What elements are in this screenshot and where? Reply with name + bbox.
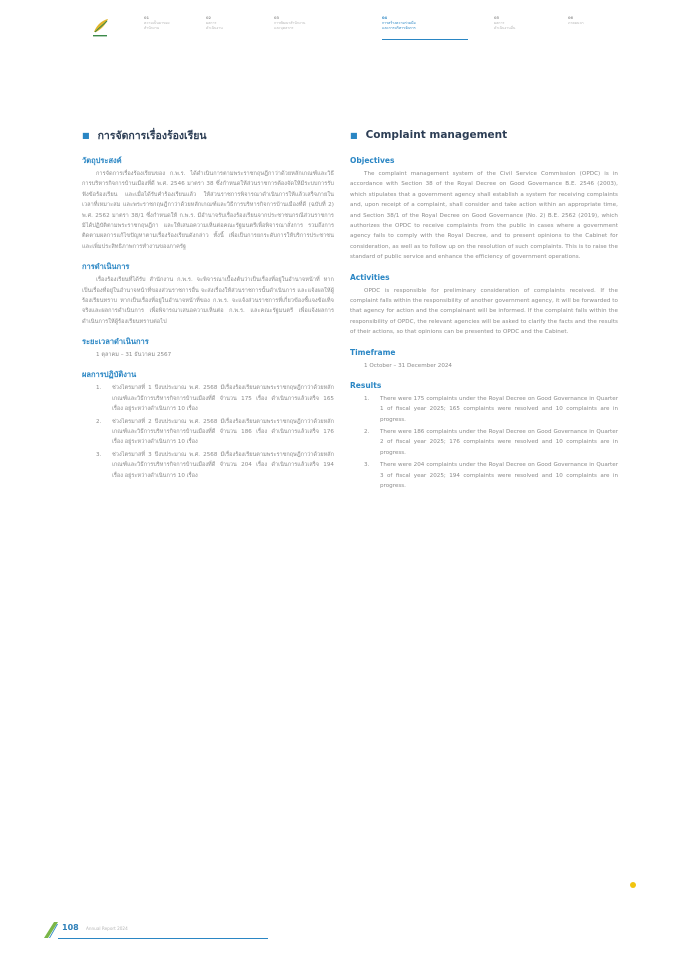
list-number: 2. [96, 418, 102, 425]
list-number: 3. [96, 451, 102, 458]
list-item-text: There were 175 complaints under the Royal Decree on Good Governance in Quarter 1 of fiscal year 2025; 165 complaints were resolved and 10 complaints are in progress. [380, 395, 618, 423]
decorative-dot-icon [630, 882, 636, 888]
list-item [364, 427, 618, 458]
top-navigation [88, 16, 648, 46]
nav-item-1[interactable] [144, 16, 170, 31]
english-column [350, 128, 618, 499]
nav-number: 06 [568, 16, 574, 20]
list-number: 2. [364, 428, 370, 435]
nav-label: ภาคผนวก [568, 21, 584, 25]
page-number: 108 [62, 923, 79, 932]
subheading: Timeframe [350, 347, 396, 357]
paragraph: การจัดการเรื่องร้องเรียนของ ก.พ.ร. ได้ดำเนินการตามพระราชกฤษฎีกาว่าด้วยหลักเกณฑ์และวิธีการบริหารกิจการบ้านเมืองที่ดี พ.ศ. 2546 มาตรา 38 ซึ่งกำหนดให้ส่วนราชการต้องจัดให้มีระบบการรับฟังข้อร้องเรียน และเมื่อได้รับคำร้องเรียนแล้ว ให้ส่วนราชการพิจารณาดำเนินการให้แล้วเสร็จภายในเวลาที่เหมาะสม และพระราชกฤษฎีกาว่าด้วยหลักเกณฑ์และวิธีการบริหารกิจการบ้านเมืองที่ดี (ฉบับที่ 2) พ.ศ. 2562 มาตรา 38/1 ซึ่งกำหนดให้ ก.พ.ร. มีอำนาจรับเรื่องร้องเรียนจากประชาชนกรณีส่วนราชการมิได้ปฏิบัติตามพระราชกฤษฎีกา และให้เสนอความเห็นต่อคณะรัฐมนตรีเพื่อพิจารณาสั่งการ รวมถึงการติดตามผลการแก้ไขปัญหาตามเรื่องร้องเรียนดังกล่าว ทั้งนี้ เพื่อเป็นการยกระดับการให้บริการประชาชนและเพิ่มประสิทธิภาพการทำงานของภาครัฐ [82, 171, 334, 250]
nav-item-6[interactable] [568, 16, 584, 26]
nav-number: 05 [494, 16, 500, 20]
nav-item-5[interactable] [494, 16, 515, 31]
list-item-text: ช่วงไตรมาสที่ 2 ปีงบประมาณ พ.ศ. 2568 มีเรื่องร้องเรียนตามพระราชกฤษฎีกาว่าด้วยหลักเกณฑ์และวิธีการบริหารกิจการบ้านเมืองที่ดี จำนวน 186 เรื่อง ดำเนินการแล้วเสร็จ 176 เรื่อง อยู่ระหว่างดำเนินการ 10 เรื่อง [112, 418, 334, 446]
nav-label: ผลการ [206, 21, 217, 25]
list-item [96, 450, 334, 481]
nav-number: 02 [206, 16, 212, 20]
subheading: Objectives [350, 156, 395, 165]
subheading: ระยะเวลาดำเนินการ [82, 337, 149, 347]
nav-item-4-active[interactable] [382, 16, 416, 31]
nav-number: 03 [274, 16, 280, 20]
paragraph: OPDC is responsible for preliminary consideration of complaints received. If the complaint falls within the responsibility of another government agency, it will be forwarded to that agency for action and the complainant will be informed. If the complaint falls within the responsibility of OPDC, the relevant agencies will be asked to clarify the facts and the results of their actions, so that opinions can be presented to OPDC and the Cabinet. [350, 287, 618, 336]
subheading: การดำเนินการ [82, 262, 130, 272]
section-title-text: Complaint management [365, 129, 508, 141]
timeframe-text: 1 ตุลาคม – 31 ธันวาคม 2567 [96, 352, 172, 359]
paragraph: The complaint management system of the Civil Service Commission (OPDC) is in accordance with Section 38 of the Royal Decree on Good Governance B.E. 2546 (2003), which stipulates that a government agency shall establish a system for receiving complaints and, upon receipt of a complaint, shall consider and take action within an appropriate time, and Section 38/1 of the Royal Decree on Good Governance (No. 2) B.E. 2562 (2019), which authorizes the OPDC to receive complaints from the public in cases where a government agency fails to comply with the Royal Decree, and to present opinions to the Cabinet for consideration, as well as to follow up on the resolution of such complaints. This is to raise the standard of public service and enhance the efficiency of government operations. [350, 171, 618, 261]
list-item [364, 460, 618, 491]
list-number: 1. [364, 395, 370, 402]
nav-label: ความเป็นมาของ [144, 21, 170, 25]
bullet-icon: ■ [82, 130, 90, 140]
footer-text: Annual Report 2024 [86, 926, 128, 931]
paragraph: เรื่องร้องเรียนที่ได้รับ สำนักงาน ก.พ.ร. จะพิจารณาเบื้องต้นว่าเป็นเรื่องที่อยู่ในอำนาจหน้าที่ หากเป็นเรื่องที่อยู่ในอำนาจหน้าที่ของส่วนราชการอื่น จะส่งเรื่องให้ส่วนราชการนั้นดำเนินการ และแจ้งผลให้ผู้ร้องเรียนทราบ หากเป็นเรื่องที่อยู่ในอำนาจหน้าที่ของ ก.พ.ร. จะแจ้งส่วนราชการที่เกี่ยวข้องชี้แจงข้อเท็จจริงและผลการดำเนินการ เพื่อพิจารณาเสนอความเห็นต่อ ก.พ.ร. และคณะรัฐมนตรี เพื่อแจ้งผลการดำเนินการให้ผู้ร้องเรียนทราบต่อไป [82, 277, 334, 325]
subheading: Results [350, 380, 382, 390]
bullet-icon: ■ [350, 130, 358, 140]
section-title [350, 128, 618, 142]
nav-label: ดำเนินงานอื่น [494, 26, 516, 30]
nav-label: ดำเนินงาน [206, 26, 223, 30]
nav-label: การพัฒนาสำนักงาน [274, 21, 306, 25]
footer-rule [58, 938, 268, 939]
list-number: 3. [364, 462, 370, 469]
thai-column [82, 128, 334, 489]
list-item [364, 394, 618, 425]
active-nav-underline [382, 39, 468, 40]
subheading: Activities [350, 272, 390, 282]
list-item-text: ช่วงไตรมาสที่ 1 ปีงบประมาณ พ.ศ. 2568 มีเรื่องร้องเรียนตามพระราชกฤษฎีกาว่าด้วยหลักเกณฑ์และวิธีการบริหารกิจการบ้านเมืองที่ดี จำนวน 175 เรื่อง ดำเนินการแล้วเสร็จ 165 เรื่อง อยู่ระหว่างดำเนินการ 10 เรื่อง [112, 385, 334, 413]
section-title [82, 128, 334, 142]
subheading: วัตถุประสงค์ [82, 156, 122, 165]
nav-label: สำนักงาน [144, 26, 160, 30]
list-item [96, 383, 334, 414]
list-item [96, 417, 334, 448]
results-list [350, 394, 618, 492]
nav-number: 01 [144, 16, 150, 20]
nav-label: ผลการ [494, 21, 505, 25]
leaf-logo-icon [92, 16, 110, 38]
list-number: 1. [96, 385, 102, 392]
list-item-text: ช่วงไตรมาสที่ 3 ปีงบประมาณ พ.ศ. 2568 มีเรื่องร้องเรียนตามพระราชกฤษฎีกาว่าด้วยหลักเกณฑ์และวิธีการบริหารกิจการบ้านเมืองที่ดี จำนวน 204 เรื่อง ดำเนินการแล้วเสร็จ 194 เรื่อง อยู่ระหว่างดำเนินการ 10 เรื่อง [112, 451, 334, 479]
timeframe-text: 1 October – 31 December 2024 [364, 362, 452, 369]
nav-label: การสร้างความร่วมมือ [382, 21, 416, 25]
nav-item-2[interactable] [206, 16, 223, 31]
nav-label: และการบริหารจัดการ [382, 26, 416, 30]
results-list [82, 383, 334, 481]
section-title-text: การจัดการเรื่องร้องเรียน [97, 129, 207, 142]
subheading: ผลการปฏิบัติงาน [82, 370, 137, 380]
nav-item-3[interactable] [274, 16, 305, 31]
list-item-text: There were 186 complaints under the Royal Decree on Good Governance in Quarter 2 of fiscal year 2025; 176 complaints were resolved and 10 complaints are in progress. [380, 428, 618, 456]
slash-mark-icon [44, 922, 58, 938]
page-footer [44, 922, 644, 942]
nav-label: และบุคลากร [274, 26, 294, 30]
list-item-text: There were 204 complaints under the Royal Decree on Good Governance in Quarter 3 of fiscal year 2025; 194 complaints were resolved and 10 complaints are in progress. [380, 462, 618, 489]
nav-number: 04 [382, 16, 388, 20]
